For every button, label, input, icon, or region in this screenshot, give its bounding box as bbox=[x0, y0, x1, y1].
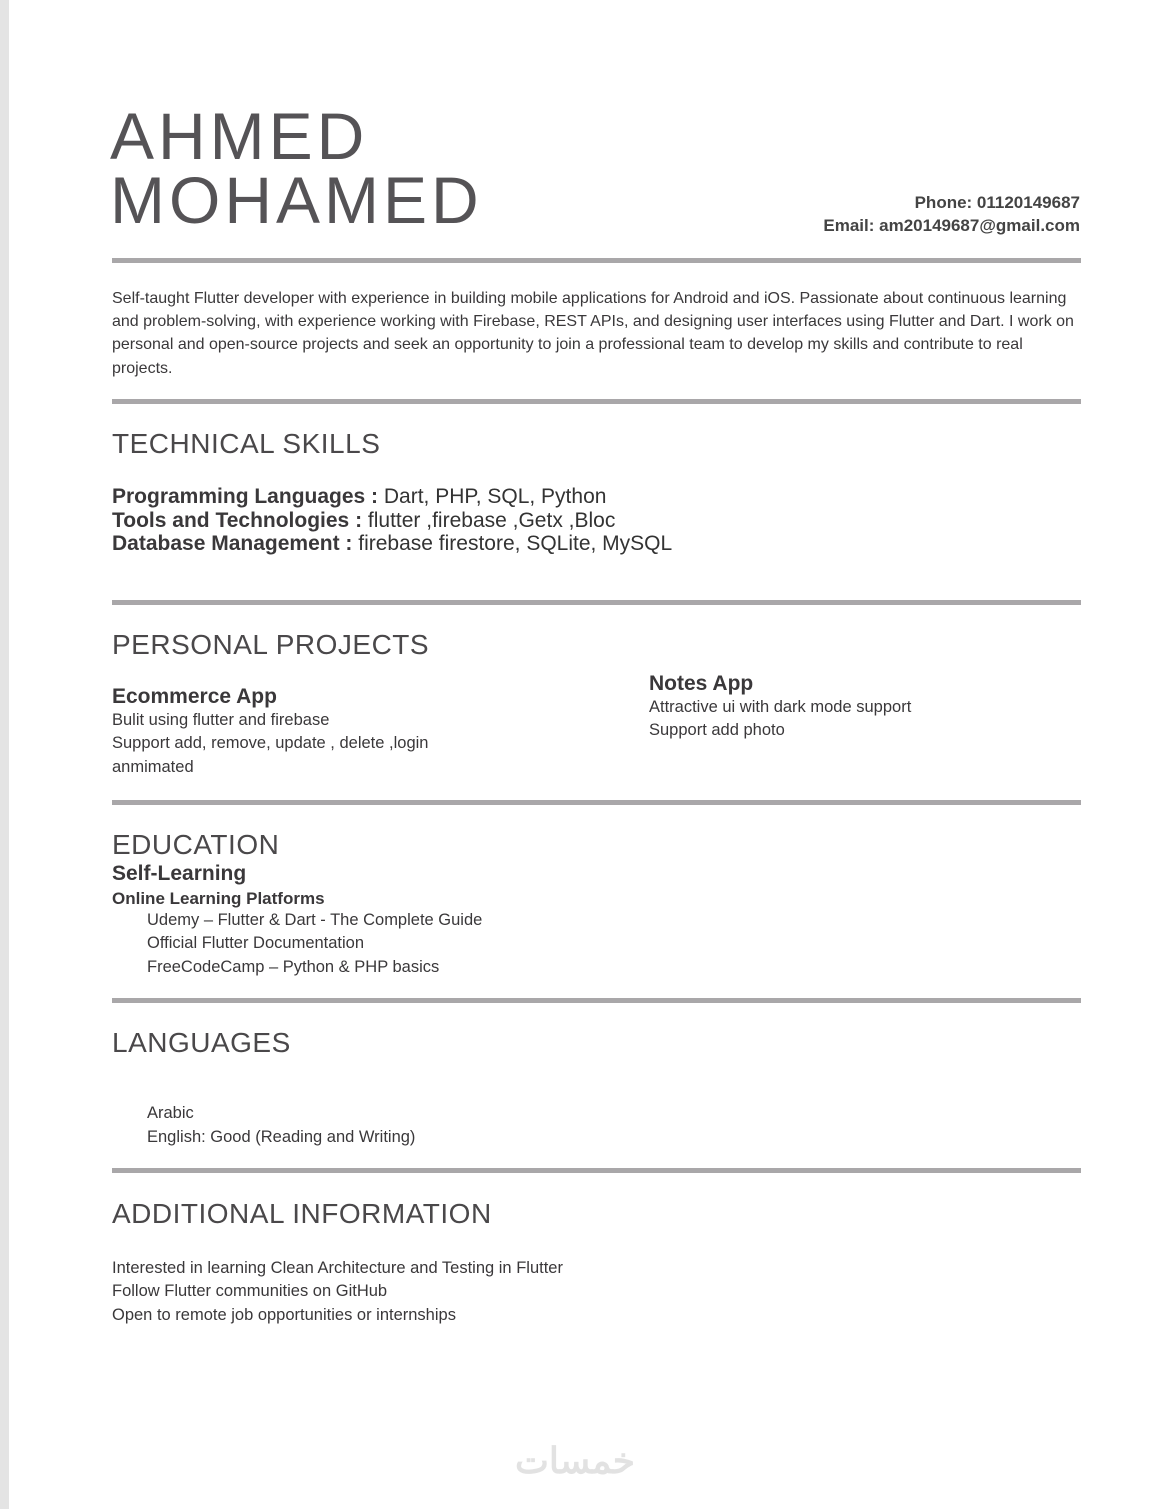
summary: Self-taught Flutter developer with experience in building mobile applications for Android and iOS. Passionate about continuous learning and problem-solving, with experience working with Firebase, REST APIs, and designing user interfaces using Flutter and Dart. I work on personal and open-source projects and seek an opportunity to join a professional team to develop my skills and contribute to real projects. bbox=[112, 290, 1074, 377]
project-name: Ecommerce App bbox=[112, 685, 277, 708]
project-line: Bulit using flutter and firebase bbox=[112, 711, 330, 729]
section-title-additional: ADDITIONAL INFORMATION bbox=[112, 1198, 492, 1229]
page-edge bbox=[0, 0, 9, 1509]
skill-row bbox=[112, 509, 672, 533]
project-line: Support add, remove, update , delete ,login bbox=[112, 734, 429, 753]
divider bbox=[112, 258, 1081, 263]
project-notes bbox=[649, 672, 911, 743]
additional-list bbox=[112, 1257, 563, 1327]
skill-value: firebase firestore, SQLite, MySQL bbox=[352, 532, 673, 555]
section-title-skills: TECHNICAL SKILLS bbox=[112, 428, 381, 459]
project-line: Attractive ui with dark mode support bbox=[649, 698, 912, 716]
contact-block bbox=[823, 191, 1080, 237]
skill-row bbox=[112, 485, 672, 509]
first-name: AHMED bbox=[110, 99, 369, 173]
project-line: anmimated bbox=[112, 757, 194, 776]
skill-row bbox=[112, 532, 672, 556]
divider bbox=[112, 998, 1081, 1003]
skill-label: Database Management : bbox=[112, 532, 353, 555]
education-list bbox=[147, 909, 482, 979]
divider bbox=[112, 800, 1081, 805]
section-title-education: EDUCATION bbox=[112, 829, 280, 860]
additional-item: Interested in learning Clean Architecture and Testing in Flutter bbox=[112, 1259, 563, 1277]
phone: Phone: 01120149687 bbox=[914, 193, 1080, 212]
divider bbox=[112, 600, 1081, 605]
skill-label: Programming Languages : bbox=[112, 485, 379, 508]
section-title-languages: LANGUAGES bbox=[112, 1027, 291, 1058]
skills-list bbox=[112, 485, 672, 556]
language-item: Arabic bbox=[147, 1104, 194, 1122]
education-item: FreeCodeCamp – Python & PHP basics bbox=[147, 957, 440, 976]
project-name: Notes App bbox=[649, 672, 754, 695]
additional-item: Open to remote job opportunities or internships bbox=[112, 1305, 456, 1324]
divider bbox=[112, 1168, 1081, 1173]
languages-list bbox=[147, 1101, 415, 1149]
project-ecommerce bbox=[112, 685, 428, 779]
additional-item: Follow Flutter communities on GitHub bbox=[112, 1282, 388, 1301]
skill-label: Tools and Technologies : bbox=[112, 508, 363, 532]
email: Email: am20149687@gmail.com bbox=[823, 216, 1080, 235]
education-item: Udemy – Flutter & Dart - The Complete Guide bbox=[147, 911, 483, 929]
divider bbox=[112, 399, 1081, 404]
skill-value: flutter ,firebase ,Getx ,Bloc bbox=[362, 508, 616, 532]
education-item: Official Flutter Documentation bbox=[147, 934, 365, 953]
education-subtitle: Self-Learning bbox=[112, 862, 247, 885]
watermark-logo: خمسات bbox=[515, 1440, 636, 1481]
project-line: Support add photo bbox=[649, 721, 785, 740]
language-item: English: Good (Reading and Writing) bbox=[147, 1128, 416, 1146]
last-name: MOHAMED bbox=[110, 163, 483, 237]
skill-value: Dart, PHP, SQL, Python bbox=[378, 485, 607, 508]
education-platforms: Online Learning Platforms bbox=[112, 889, 325, 908]
section-title-projects: PERSONAL PROJECTS bbox=[112, 629, 430, 660]
